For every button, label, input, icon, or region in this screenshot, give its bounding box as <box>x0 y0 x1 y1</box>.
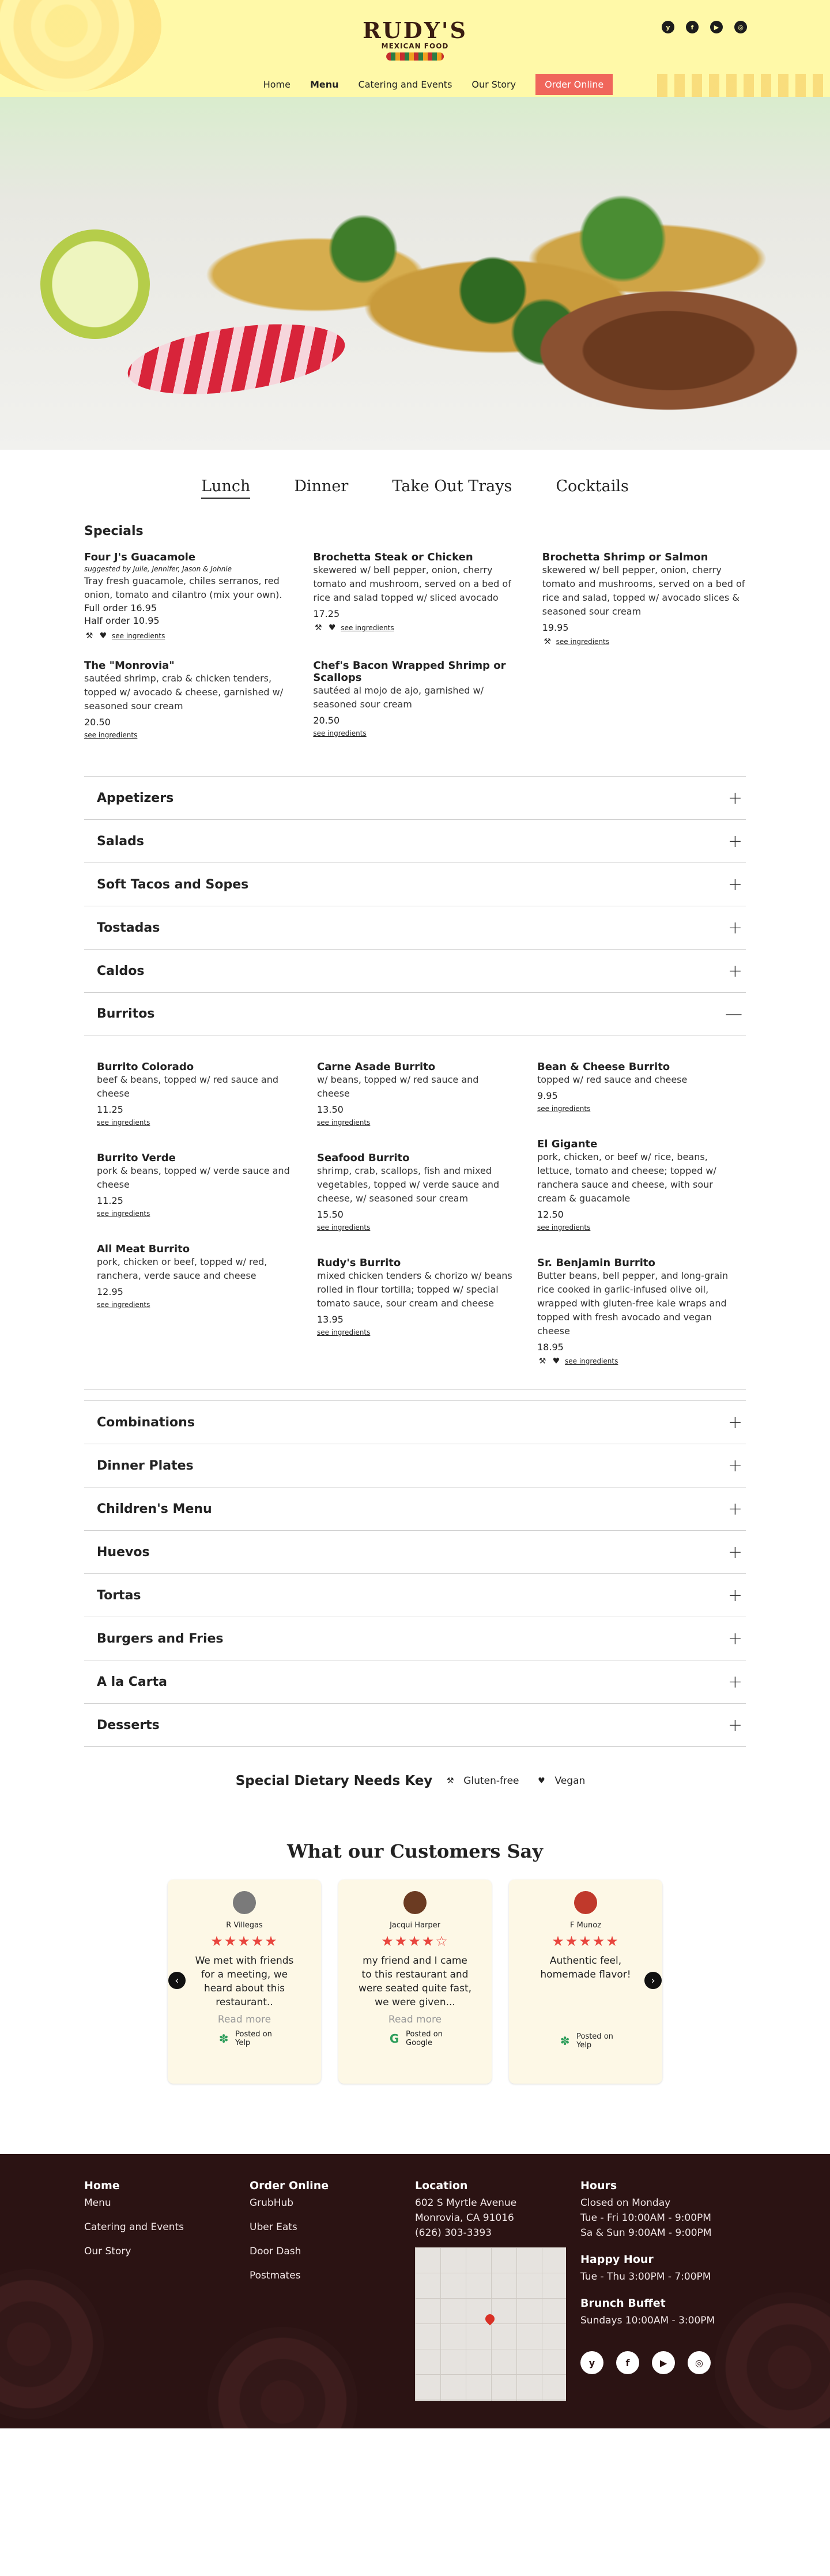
footer-link-our-story[interactable]: Our Story <box>84 2246 131 2257</box>
footer-home-column <box>84 2179 250 2401</box>
accordion-header[interactable] <box>84 1531 746 1573</box>
see-ingredients-link[interactable]: see ingredients <box>317 1328 371 1336</box>
instagram-icon[interactable]: ◎ <box>734 21 747 33</box>
accordion-combinations[interactable] <box>84 1400 746 1444</box>
menu-item <box>97 1061 294 1127</box>
accordion-header[interactable] <box>84 993 746 1035</box>
footer-link-postmates[interactable]: Postmates <box>250 2270 301 2281</box>
burritos-grid <box>97 1048 734 1366</box>
accordion-title: Salads <box>97 834 144 849</box>
dietary-key-title: Special Dietary Needs Key <box>235 1773 433 1788</box>
see-ingredients-link[interactable]: see ingredients <box>97 1301 150 1309</box>
address-line-2: Monrovia, CA 91016 <box>415 2212 514 2224</box>
review-card <box>168 1880 321 2084</box>
item-ingredients-row <box>537 1356 734 1366</box>
accordion-title: Tortas <box>97 1588 141 1603</box>
item-ingredients-row <box>313 623 516 633</box>
item-description: pork & beans, topped w/ verde sauce and cheese <box>97 1165 290 1190</box>
plus-icon[interactable]: + <box>727 788 742 808</box>
accordion-title: Caldos <box>97 963 145 978</box>
accordion-title: Children's Menu <box>97 1501 212 1516</box>
item-description: pork, chicken, or beef w/ rice, beans, lettuce, tomato and cheese; topped w/ ranchera sauce and cheese, with sour cream & guacamole <box>537 1151 716 1204</box>
plus-icon[interactable]: + <box>727 1455 742 1476</box>
header-social <box>662 21 747 33</box>
item-name: Bean & Cheese Burrito <box>537 1061 670 1073</box>
see-ingredients-link[interactable]: see ingredients <box>317 1223 371 1231</box>
accordion-title: Soft Tacos and Sopes <box>97 877 249 892</box>
see-ingredients-link[interactable]: see ingredients <box>97 1210 150 1218</box>
footer-order-column <box>250 2179 415 2401</box>
see-ingredients-link[interactable]: see ingredients <box>537 1105 591 1113</box>
item-description: sautéed shrimp, crab & chicken tenders, topped w/ avocado & cheese, garnished w/ seasoned sour cream <box>84 673 284 711</box>
review-source[interactable] <box>519 2032 652 2050</box>
menu-item <box>537 1257 734 1366</box>
footer-link-door-dash[interactable]: Door Dash <box>250 2246 301 2257</box>
accordion-title: Dinner Plates <box>97 1458 194 1473</box>
item-name: Four J's Guacamole <box>84 551 196 563</box>
item-name: Burrito Colorado <box>97 1061 194 1073</box>
item-name: Chef's Bacon Wrapped Shrimp or Scallops <box>313 660 506 684</box>
gluten-free-icon: ⚒ <box>538 1357 546 1366</box>
rating-stars-icon: ★★★★★ <box>210 1933 278 1949</box>
plus-icon[interactable]: + <box>727 961 742 981</box>
footer-location-column <box>415 2179 580 2401</box>
item-description: w/ beans, topped w/ red sauce and cheese <box>317 1074 479 1099</box>
item-ingredients-row <box>97 1118 294 1127</box>
accordion-header[interactable] <box>84 906 746 949</box>
google-icon: G <box>389 2032 399 2046</box>
hours-title: Hours <box>580 2179 617 2192</box>
address-line-1: 602 S Myrtle Avenue <box>415 2197 517 2209</box>
rating-stars-icon: ★★★★★ <box>552 1933 620 1949</box>
tab-lunch[interactable]: Lunch <box>201 477 250 499</box>
gluten-free-icon: ⚒ <box>447 1776 454 1786</box>
accordion-body <box>84 1048 746 1389</box>
see-ingredients-link[interactable]: see ingredients <box>556 638 609 646</box>
item-description: topped w/ red sauce and cheese <box>537 1074 688 1085</box>
item-description: sautéed al mojo de ajo, garnished w/ seasoned sour cream <box>313 685 484 710</box>
reviews-carousel <box>84 1880 746 2084</box>
reviews-title: What our Customers Say <box>286 1840 543 1862</box>
menu-item <box>97 1243 294 1309</box>
tab-take-out-trays[interactable]: Take Out Trays <box>392 477 512 495</box>
nav-our-story[interactable]: Our Story <box>471 79 516 90</box>
accordion-header[interactable] <box>84 1444 746 1487</box>
menu-item <box>317 1061 514 1127</box>
item-price: 17.25 <box>313 608 340 619</box>
see-ingredients-link[interactable]: see ingredients <box>112 632 165 640</box>
review-text: We met with friends for a meeting, we heard about this restaurant.. <box>195 1955 294 2008</box>
see-ingredients-link[interactable]: see ingredients <box>313 729 367 737</box>
accordion-title: Desserts <box>97 1718 160 1733</box>
accordion-desserts[interactable] <box>84 1704 746 1747</box>
accordion-title: Tostadas <box>97 920 160 935</box>
item-price: 18.95 <box>537 1342 564 1353</box>
accordion-header[interactable] <box>84 777 746 819</box>
specials-title: Specials <box>84 524 144 538</box>
accordion-header[interactable] <box>84 820 746 863</box>
footer-order-title[interactable]: Order Online <box>250 2179 329 2192</box>
item-suggestion: suggested by Julie, Jennifer, Jason & Johnie <box>84 565 232 573</box>
nav-catering[interactable]: Catering and Events <box>358 79 452 90</box>
reviewer-name: F Munoz <box>569 1921 602 1930</box>
logo-title: RUDY'S <box>363 17 467 43</box>
menu-item <box>537 1061 734 1113</box>
location-map[interactable] <box>415 2247 566 2401</box>
accordion-header[interactable] <box>84 1704 746 1746</box>
reviewer-name: Jacqui Harper <box>390 1921 440 1930</box>
yelp-icon: ✽ <box>560 2034 570 2048</box>
nav-menu[interactable]: Menu <box>310 79 339 90</box>
menu-item <box>84 551 288 647</box>
review-text: Authentic feel, homemade flavor! <box>540 1955 631 1980</box>
item-price: 12.50 <box>537 1209 564 1220</box>
hero-lime <box>40 229 150 339</box>
accordion-tortas[interactable] <box>84 1574 746 1617</box>
plus-icon[interactable]: + <box>727 917 742 938</box>
review-source[interactable] <box>349 2030 481 2047</box>
site-header <box>0 0 830 97</box>
minus-icon[interactable]: — <box>725 1004 742 1024</box>
accordion-childrens-menu[interactable] <box>84 1487 746 1531</box>
accordion-title: Combinations <box>97 1415 195 1430</box>
item-name: El Gigante <box>537 1138 598 1150</box>
see-ingredients-link[interactable]: see ingredients <box>317 1118 371 1127</box>
item-ingredients-row <box>317 1223 514 1231</box>
review-source[interactable] <box>178 2030 311 2047</box>
item-price: 20.50 <box>313 715 340 726</box>
footer-link-uber-eats[interactable]: Uber Eats <box>250 2221 297 2233</box>
accordion-a-la-carta[interactable] <box>84 1660 746 1704</box>
item-description: pork, chicken or beef, topped w/ red, ranchera, verde sauce and cheese <box>97 1256 267 1281</box>
carousel-next-arrow-icon[interactable]: › <box>644 1972 662 1989</box>
item-ingredients-row <box>542 637 746 647</box>
plus-icon[interactable]: + <box>727 1628 742 1649</box>
hours-line: Sa & Sun 9:00AM - 9:00PM <box>580 2227 712 2239</box>
item-ingredients-row <box>537 1223 734 1231</box>
item-description: Tray fresh guacamole, chiles serranos, red onion, tomato and cilantro (mix your own). <box>84 575 282 600</box>
main-nav <box>0 74 830 95</box>
footer-columns <box>84 2154 746 2401</box>
see-ingredients-link[interactable]: see ingredients <box>565 1357 618 1365</box>
logo[interactable] <box>363 17 467 61</box>
item-name: The "Monrovia" <box>84 660 175 672</box>
item-name: All Meat Burrito <box>97 1243 190 1255</box>
accordion-title: Huevos <box>97 1545 150 1560</box>
posted-on-text: Posted on Yelp <box>235 2030 272 2047</box>
accordion-title: Burritos <box>97 1007 155 1021</box>
avatar <box>403 1891 427 1914</box>
dietary-key <box>84 1773 746 1788</box>
accordion-burgers[interactable] <box>84 1617 746 1660</box>
gluten-free-label: Gluten-free <box>463 1775 519 1787</box>
see-ingredients-link[interactable]: see ingredients <box>341 624 394 632</box>
item-price: 20.50 <box>84 717 111 728</box>
item-ingredients-row <box>313 729 516 737</box>
facebook-icon[interactable]: f <box>616 2351 639 2374</box>
happy-hour-title: Happy Hour <box>580 2253 654 2266</box>
accordion-dinner-plates[interactable] <box>84 1444 746 1487</box>
plus-icon[interactable]: + <box>727 874 742 895</box>
item-name: Brochetta Steak or Chicken <box>313 551 473 563</box>
burritos-column-3 <box>537 1048 734 1366</box>
item-price: 13.95 <box>317 1314 344 1325</box>
menu-item <box>537 1138 734 1231</box>
gluten-free-icon: ⚒ <box>85 631 93 641</box>
item-price: 15.50 <box>317 1209 344 1220</box>
item-description: Butter beans, bell pepper, and long-grain rice cooked in garlic-infused olive oil, wrapped with gluten-free kale wraps and topped with fresh avocado and vegan cheese <box>537 1270 729 1336</box>
reviewer-name: R Villegas <box>226 1921 263 1930</box>
item-description: skewered w/ bell pepper, onion, cherry tomato and mushroom, served on a bed of rice and salad topped w/ sliced avocado <box>313 564 511 603</box>
footer-hours-column <box>580 2179 746 2401</box>
yelp-icon[interactable]: y <box>580 2351 603 2374</box>
accordion-caldos[interactable] <box>84 950 746 993</box>
yelp-icon: ✽ <box>218 2032 229 2046</box>
plus-icon[interactable]: + <box>727 1412 742 1433</box>
review-card <box>509 1880 662 2084</box>
review-card <box>338 1880 492 2084</box>
accordion-header[interactable] <box>84 1487 746 1530</box>
avatar <box>574 1891 597 1914</box>
item-description: beef & beans, topped w/ red sauce and cheese <box>97 1074 279 1099</box>
plus-icon[interactable]: + <box>727 1542 742 1562</box>
avatar <box>233 1891 256 1914</box>
tab-cocktails[interactable]: Cocktails <box>556 477 629 495</box>
order-online-button[interactable]: Order Online <box>535 74 613 95</box>
hero-image <box>0 97 830 450</box>
vegan-icon: ♥ <box>538 1776 545 1786</box>
vegan-label: Vegan <box>554 1775 586 1787</box>
footer-link-grubhub[interactable]: GrubHub <box>250 2197 294 2209</box>
burritos-column-1 <box>97 1048 294 1366</box>
see-ingredients-link[interactable]: see ingredients <box>84 731 138 739</box>
gluten-free-icon: ⚒ <box>315 623 322 632</box>
item-name: Carne Asade Burrito <box>317 1061 436 1073</box>
accordion-header[interactable] <box>84 1660 746 1703</box>
item-description: mixed chicken tenders & chorizo w/ beans rolled in flour tortilla; topped w/ special tomato sauce, sour cream and cheese <box>317 1270 512 1309</box>
accordion-header[interactable] <box>84 863 746 906</box>
menu-content <box>84 524 746 2084</box>
hero-meat <box>519 281 818 420</box>
brunch-title: Brunch Buffet <box>580 2297 666 2310</box>
read-more-link[interactable]: Read more <box>388 2014 442 2025</box>
accordion-header[interactable] <box>84 1574 746 1617</box>
footer-social <box>580 2351 746 2374</box>
youtube-icon[interactable]: ▶ <box>652 2351 675 2374</box>
item-price: Full order 16.95 <box>84 602 157 613</box>
see-ingredients-link[interactable]: see ingredients <box>97 1118 150 1127</box>
footer-location-title: Location <box>415 2179 468 2192</box>
accordion-burritos[interactable] <box>84 993 746 1390</box>
specials-grid <box>84 538 746 739</box>
accordion-header[interactable] <box>84 1401 746 1444</box>
phone-number[interactable]: (626) 303-3393 <box>415 2227 492 2239</box>
logo-ornament-icon <box>386 52 444 61</box>
tab-dinner[interactable]: Dinner <box>294 477 349 495</box>
menu-item <box>317 1152 514 1231</box>
gluten-free-icon: ⚒ <box>544 637 551 646</box>
accordion-header[interactable] <box>84 1617 746 1660</box>
carousel-prev-arrow-icon[interactable]: ‹ <box>168 1972 186 1989</box>
item-price: Half order 10.95 <box>84 615 160 626</box>
youtube-icon[interactable]: ▶ <box>710 21 723 33</box>
item-price: 13.50 <box>317 1104 344 1115</box>
vegan-icon: ♥ <box>99 631 107 641</box>
item-name: Seafood Burrito <box>317 1152 410 1164</box>
item-price: 9.95 <box>537 1090 558 1101</box>
menu-item <box>97 1152 294 1218</box>
menu-item <box>84 660 288 739</box>
accordion-appetizers[interactable] <box>84 776 746 820</box>
item-price: 11.25 <box>97 1195 123 1206</box>
vegan-icon: ♥ <box>552 1357 560 1366</box>
menu-item <box>542 551 746 647</box>
vegan-icon: ♥ <box>329 623 336 632</box>
item-ingredients-row <box>84 631 288 641</box>
plus-icon[interactable]: + <box>727 1498 742 1519</box>
accordion-huevos[interactable] <box>84 1531 746 1574</box>
facebook-icon[interactable]: f <box>686 21 699 33</box>
footer-link-menu[interactable]: Menu <box>84 2197 111 2209</box>
item-ingredients-row <box>317 1328 514 1336</box>
accordion-title: Burgers and Fries <box>97 1631 224 1646</box>
review-text: my friend and I came to this restaurant and were seated quite fast, we were given... <box>358 1955 472 2008</box>
plus-icon[interactable]: + <box>727 1585 742 1606</box>
read-more-link[interactable]: Read more <box>217 2014 271 2025</box>
item-name: Rudy's Burrito <box>317 1257 401 1269</box>
plus-icon[interactable]: + <box>727 1715 742 1735</box>
item-ingredients-row <box>317 1118 514 1127</box>
instagram-icon[interactable]: ◎ <box>688 2351 711 2374</box>
accordion-title: Appetizers <box>97 790 174 805</box>
hours-line: Closed on Monday <box>580 2197 671 2209</box>
item-name: Brochetta Shrimp or Salmon <box>542 551 708 563</box>
yelp-icon[interactable]: y <box>662 21 674 33</box>
posted-on-text: Posted on Yelp <box>576 2032 613 2050</box>
plus-icon[interactable]: + <box>727 1671 742 1692</box>
item-name: Burrito Verde <box>97 1152 176 1164</box>
logo-subtitle: MEXICAN FOOD <box>381 42 449 50</box>
menu-tabs <box>0 450 830 499</box>
item-ingredients-row <box>97 1210 294 1218</box>
item-description: skewered w/ bell pepper, onion, cherry tomato and mushrooms, served on a bed of rice and salad, topped w/ avocado slices & seasoned sour cream <box>542 564 745 617</box>
footer-home-title[interactable]: Home <box>84 2179 120 2192</box>
item-ingredients-row <box>84 731 288 739</box>
accordion-header[interactable] <box>84 950 746 992</box>
accordion-salads[interactable] <box>84 820 746 863</box>
item-price: 11.25 <box>97 1104 123 1115</box>
item-price: 12.95 <box>97 1286 123 1297</box>
menu-item <box>313 660 516 739</box>
item-name: Sr. Benjamin Burrito <box>537 1257 655 1269</box>
plus-icon[interactable]: + <box>727 831 742 852</box>
footer-link-catering[interactable]: Catering and Events <box>84 2221 184 2233</box>
site-footer <box>0 2154 830 2428</box>
item-description: shrimp, crab, scallops, fish and mixed vegetables, topped w/ verde sauce and cheese, w/ seasoned sour cream <box>317 1165 500 1204</box>
item-ingredients-row <box>537 1105 734 1113</box>
rating-stars-icon: ★★★★☆ <box>381 1933 449 1949</box>
see-ingredients-link[interactable]: see ingredients <box>537 1223 591 1231</box>
hours-line: Tue - Fri 10:00AM - 9:00PM <box>580 2212 711 2224</box>
item-price: 19.95 <box>542 622 569 633</box>
burritos-column-2 <box>317 1048 514 1366</box>
item-ingredients-row <box>97 1301 294 1309</box>
brunch-line: Sundays 10:00AM - 3:00PM <box>580 2315 715 2326</box>
menu-item <box>313 551 516 647</box>
accordion-title: A la Carta <box>97 1674 167 1689</box>
menu-item <box>317 1257 514 1336</box>
accordion-tostadas[interactable] <box>84 906 746 950</box>
posted-on-text: Posted on Google <box>406 2030 443 2047</box>
nav-home[interactable]: Home <box>263 79 290 90</box>
happy-hour-line: Tue - Thu 3:00PM - 7:00PM <box>580 2271 711 2283</box>
accordion-soft-tacos[interactable] <box>84 863 746 906</box>
map-pin-icon <box>484 2313 497 2326</box>
